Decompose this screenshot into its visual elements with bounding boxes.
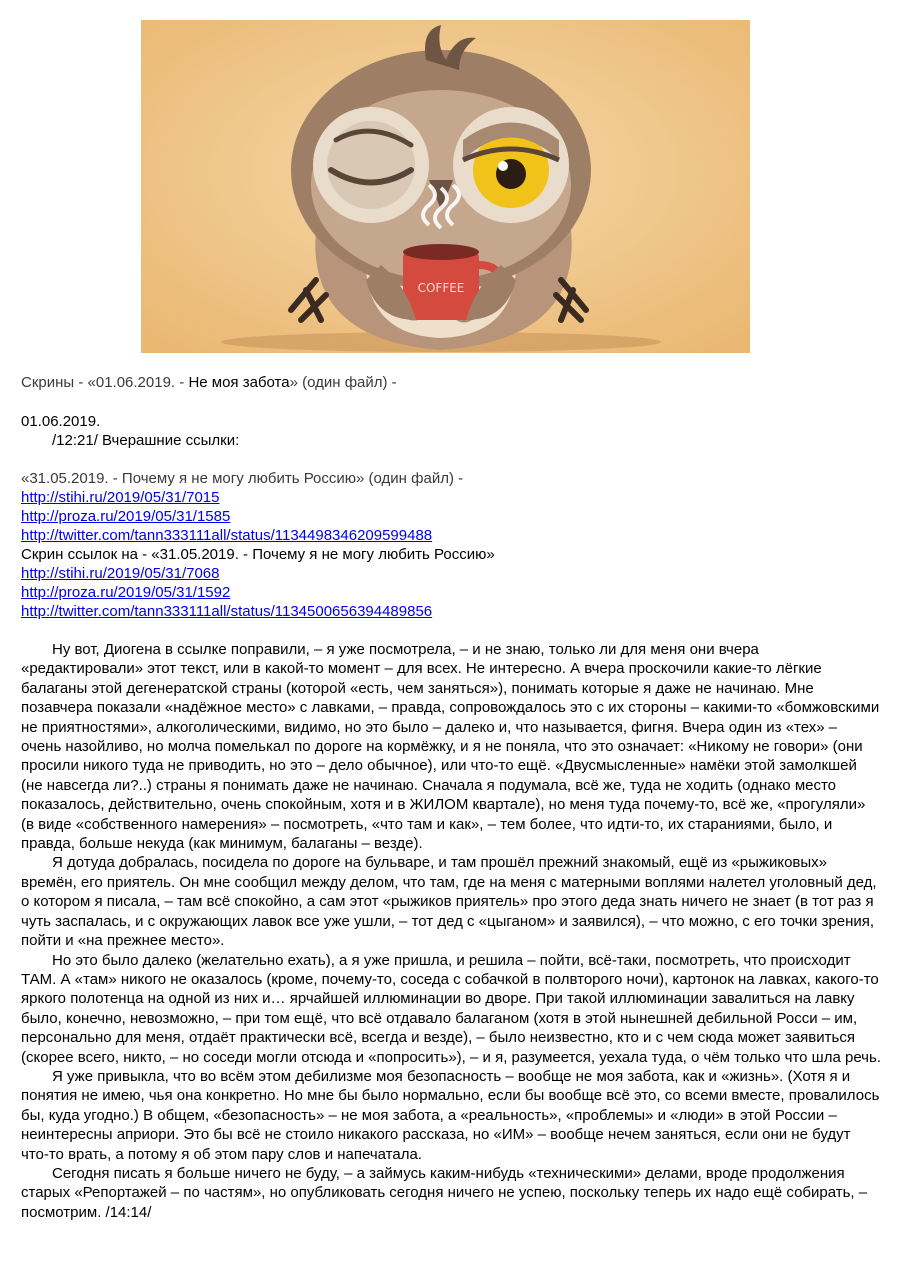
- link-proza-2[interactable]: http://proza.ru/2019/05/31/1592: [21, 584, 231, 601]
- links-block-2-title: Скрин ссылок на - «31.05.2019. - Почему я не могу любить Россию»: [21, 546, 495, 563]
- paragraph-1: Ну вот, Диогена в ссылке поправили, – я уже посмотрела, – и не знаю, только ли для меня они вчера «редактировали» этот текст, или в какой-то момент – для всех. Не интересно. А вчера проскочили какие-то лёгкие балаганы этой дегенератской страны (которой «есть, чем заняться»), понимать которые я даже не начинаю. Мне позавчера показали «надёжное место» с лавками, – правда, сопровождалось это с их стороны – какими-то «бомжовскими не приятностями», алкоголическими, видимо, но это было – далеко и, что называется, фигня. Вчера один из «тех» – очень назойливо, но молча помелькал по дороге на кормёжку, и я не поняла, что это означает: «Никому не говори» (они просили никого туда не приводить, но это – дело обычное), или что-то ещё. «Двусмысленные» намёки этой замолкшей (не навсегда ли?..) страны я понимать даже не начинаю. Сначала я подумала, всё же, туда не ходить (однако место показалось, действительно, очень спокойным, хотя и в ЖИЛОМ квартале), но меня туда почему-то, всё же, «прогуляли» (в виде «собственного намерения» – посмотреть, «что там и как», – тем более, что идти-то, их стараниями, было, и правда, больше некуда (как минимум, балаганы – везде).: [21, 641, 880, 853]
- sleepy-owl-with-coffee-icon: [141, 20, 750, 353]
- svg-text:COFFEE: COFFEE: [417, 281, 465, 295]
- link-proza-1[interactable]: http://proza.ru/2019/05/31/1585: [21, 508, 231, 525]
- paragraph-2: Я дотуда добралась, посидела по дороге на бульваре, и там прошёл прежний знакомый, ещё из «рыжиковых» времён, его приятель. Он мне сообщил между делом, что там, где на меня с матерными воплями налетел уголовный дед, о котором я писала, – там всё спокойно, а сам этот «рыжиков приятель» про этого деда знать ничего не знает (в тот раз я чуть заспалась, и с окружающих лавок все уже ушли, – тот дед с «цыганом» и заявился), – что можно, с его точки зрения, пойти и «на прежнее место».: [21, 854, 877, 950]
- paragraph-3: Но это было далеко (желательно ехать), а я уже пришла, и решила – пойти, всё-таки, посмотреть, что происходит ТАМ. А «там» никого не оказалось (кроме, почему-то, соседа с собачкой в полвторого ночи), картонок на лавках, какого-то яркого полотенца на одной из них и… ярчайшей иллюминации во дворе. При такой иллюминации завалиться на лавку было, конечно, невозможно, – при том ещё, что всё отдавало балаганом (хотя в этой нынешней дебильной Росси – им, персонально для меня, отдаёт практически всё, всегда и везде), – было неизвестно, кто и с чем сюда может заявиться (скорее всего, никто, – но соседи могли отсюда и «попросить»), – и я, разумеется, уехала туда, о чём только что шла речь.: [21, 951, 881, 1066]
- screens-suffix: » (один файл) -: [289, 374, 397, 391]
- paragraph-4: Я уже привыкла, что во всём этом дебилизме моя безопасность – вообще не моя забота, как и «жизнь». (Хотя я и понятия не имею, чья она конкретно. Но мне бы было нормально, если бы вообще всё это, со всеми вместе, провалилось бы, куда угодно.) В общем, «безопасность» – не моя забота, а «реальность», «проблемы» и «люди» в этой России – неинтересны априори. Это бы всё не стоило никакого рассказа, но «ИМ» – вообще нечем заняться, если они не будут что-то врать, а потому я об этом пару слов и напечатала.: [21, 1067, 880, 1163]
- screens-prefix: Скрины - «01.06.2019. -: [21, 374, 189, 391]
- screens-line: [21, 373, 397, 392]
- paragraph-5: Сегодня писать я больше ничего не буду, – а займусь каким-нибудь «техническими» делами, вроде продолжения старых «Репортажей – по частям», но опубликовать сегодня ничего не успею, поскольку теперь их надо ещё собирать, – посмотрим. /14:14/: [21, 1164, 868, 1221]
- link-stihi-1[interactable]: http://stihi.ru/2019/05/31/7015: [21, 489, 220, 506]
- screens-title[interactable]: Не моя забота: [188, 374, 290, 391]
- owl-illustration: [141, 20, 750, 353]
- post-date: 01.06.2019.: [21, 413, 101, 430]
- time-heading: /12:21/ Вчерашние ссылки:: [52, 432, 240, 449]
- link-twitter-1[interactable]: http://twitter.com/tann333111all/status/1134498346209599488: [21, 527, 433, 544]
- link-stihi-2[interactable]: http://stihi.ru/2019/05/31/7068: [21, 565, 220, 582]
- link-twitter-2[interactable]: http://twitter.com/tann333111all/status/1134500656394489856: [21, 603, 433, 620]
- article-body: [21, 640, 881, 1222]
- links-block-1-title: «31.05.2019. - Почему я не могу любить Россию» (один файл) -: [21, 470, 464, 487]
